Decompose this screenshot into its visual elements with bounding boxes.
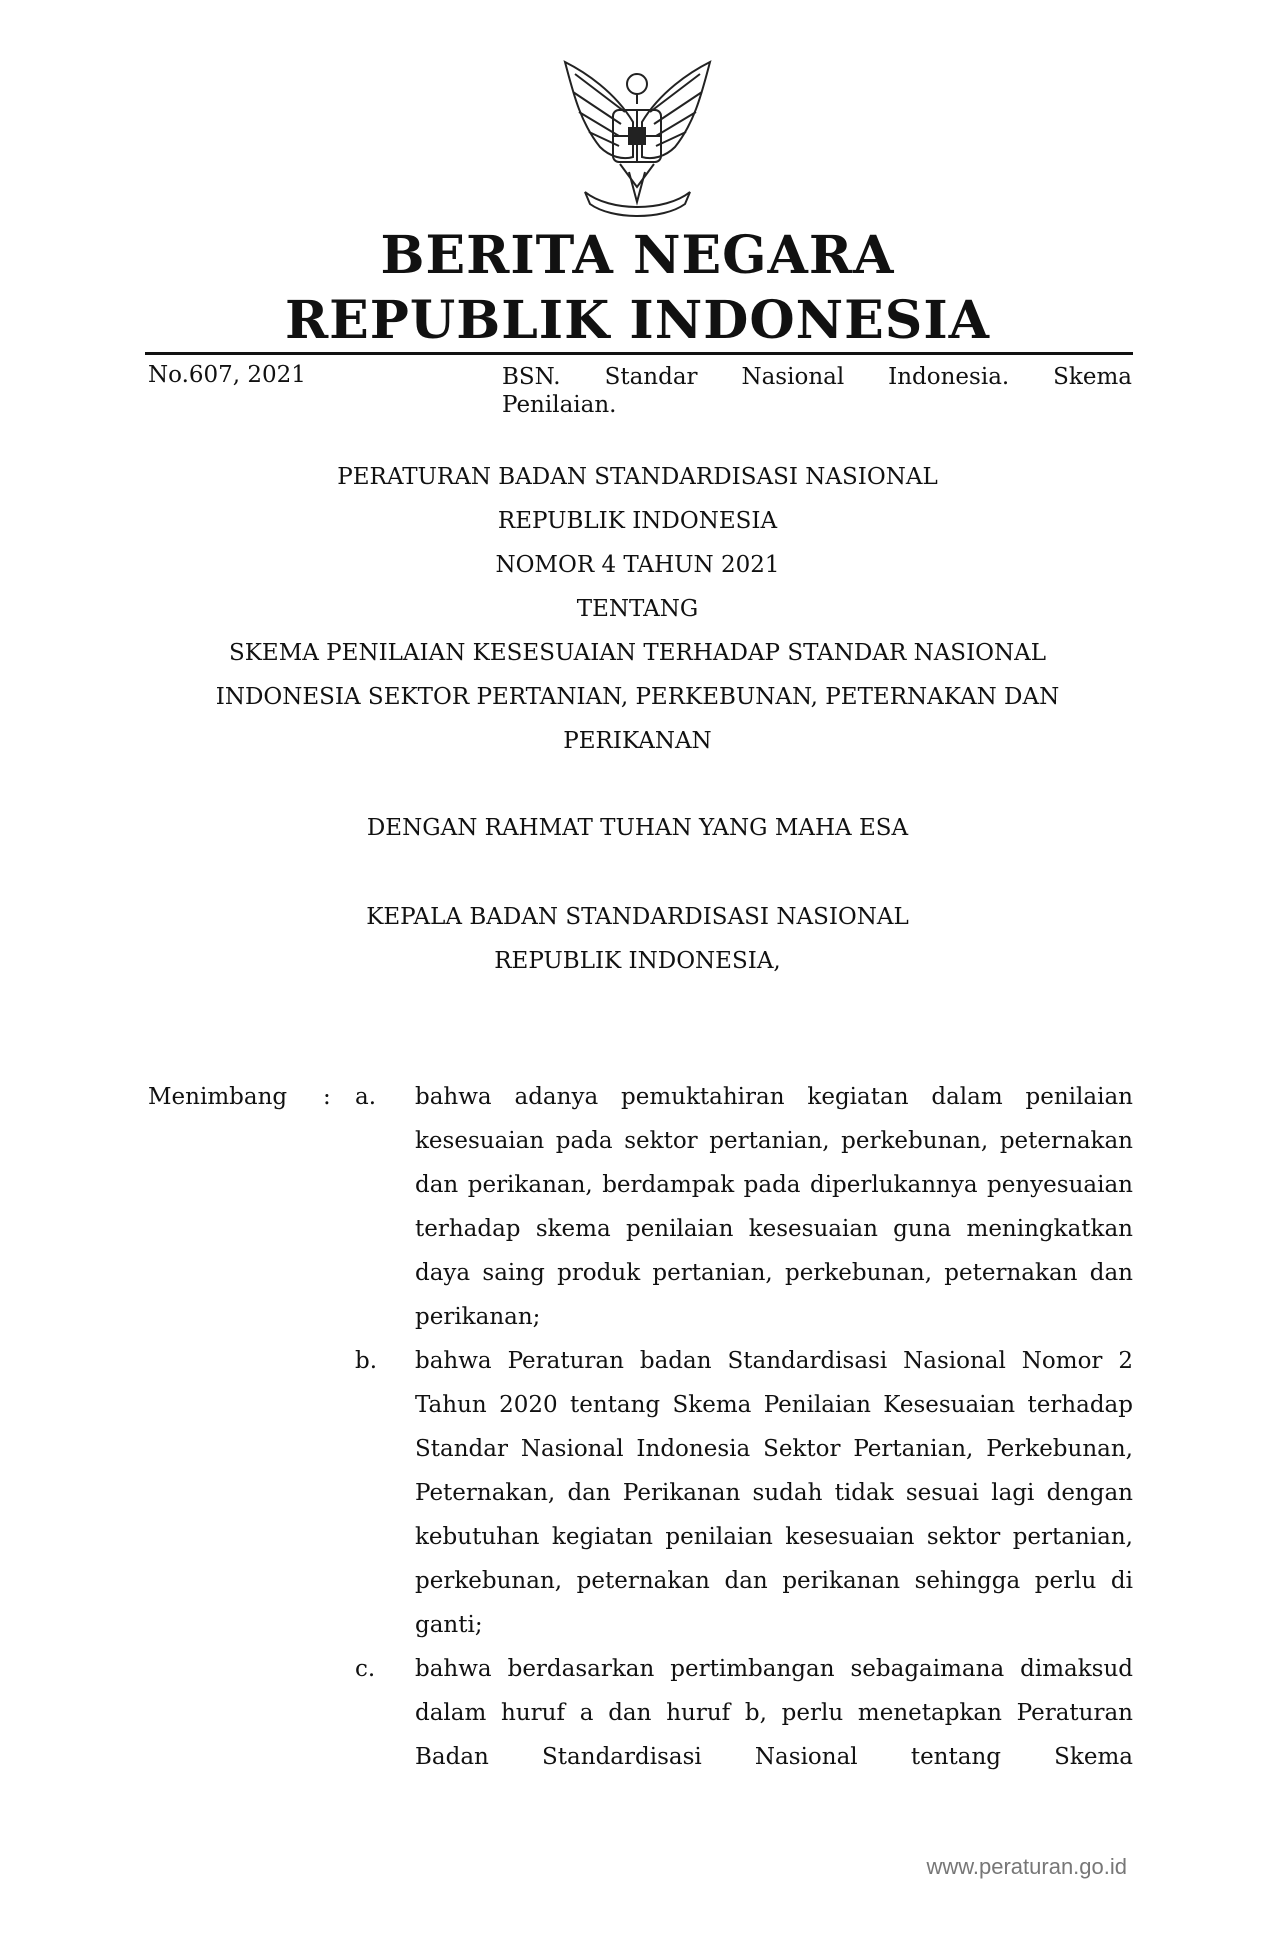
item-text: bahwa berdasarkan pertimbangan sebagaimana dimaksud dalam huruf a dan huruf b, perlu menetapkan Peraturan Badan Standardisasi Nasional tentang Skema	[415, 1656, 1133, 1770]
item-text: bahwa adanya pemuktahiran kegiatan dalam penilaian kesesuaian pada sektor pertanian, perkebunan, peternakan dan perikanan, berdampak pada diperlukannya penyesuaian terhadap skema penilaian kesesuaian guna meningkatkan daya saing produk pertanian, perkebunan, peternakan dan perikanan;	[415, 1084, 1133, 1330]
regulation-title-block	[0, 455, 1275, 763]
item-letter: c.	[355, 1656, 376, 1682]
item-letter: b.	[355, 1348, 378, 1374]
masthead-subtitle: REPUBLIK INDONESIA	[284, 290, 991, 351]
considering-label: Menimbang	[148, 1084, 288, 1110]
issuer-line: KEPALA BADAN STANDARDISASI NASIONAL	[366, 904, 909, 930]
gazette-subject: BSN. Standar Nasional Indonesia. Skema	[502, 364, 1132, 390]
blessing-line: DENGAN RAHMAT TUHAN YANG MAHA ESA	[366, 815, 909, 841]
considering-colon: :	[323, 1084, 331, 1110]
footer-url[interactable]: www.peraturan.go.id	[926, 1854, 1127, 1879]
regulation-line: TENTANG	[576, 596, 699, 622]
regulation-line: REPUBLIK INDONESIA	[497, 508, 778, 534]
regulation-line: PERIKANAN	[563, 728, 712, 754]
item-text: bahwa Peraturan badan Standardisasi Nasional Nomor 2 Tahun 2020 tentang Skema Penilaian Kesesuaian terhadap Standar Nasional Indonesia Sektor Pertanian, Perkebunan, Peternakan, dan Perikanan sudah tidak sesuai lagi dengan kebutuhan kegiatan penilaian kesesuaian sektor pertanian, perkebunan, peternakan dan perikanan sehingga perlu di ganti;	[415, 1348, 1133, 1638]
issuer-block	[0, 895, 1275, 983]
regulation-line: PERATURAN BADAN STANDARDISASI NASIONAL	[337, 464, 938, 490]
item-letter: a.	[355, 1084, 377, 1110]
issuer-line: REPUBLIK INDONESIA,	[494, 948, 781, 974]
gazette-number: No.607, 2021	[148, 362, 306, 388]
header-divider	[145, 352, 1133, 355]
regulation-line: NOMOR 4 TAHUN 2021	[495, 552, 780, 578]
gazette-subject-cont: Penilaian.	[502, 392, 617, 418]
masthead-title: BERITA NEGARA	[380, 225, 895, 286]
garuda-emblem-icon	[555, 52, 720, 222]
regulation-line: SKEMA PENILAIAN KESESUAIAN TERHADAP STANDAR NASIONAL	[228, 640, 1047, 666]
regulation-line: INDONESIA SEKTOR PERTANIAN, PERKEBUNAN, PETERNAKAN DAN	[215, 684, 1060, 710]
